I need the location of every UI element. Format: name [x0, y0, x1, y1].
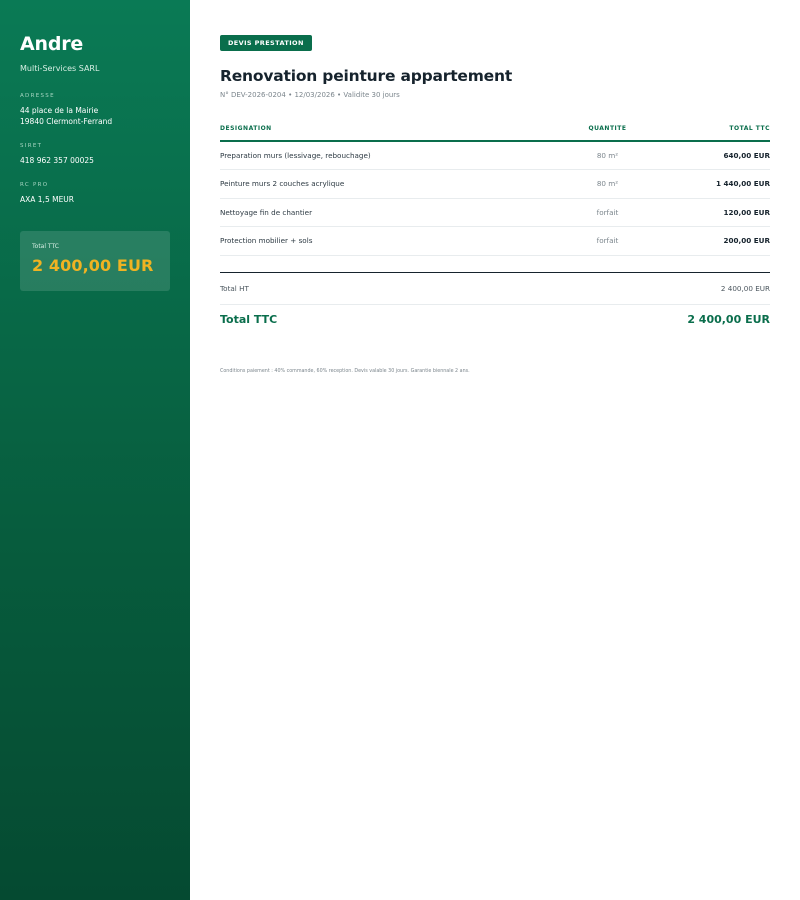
total-ht-label: Total HT: [220, 283, 249, 293]
siret-value: 418 962 357 00025: [20, 156, 94, 165]
totals-section: [220, 272, 770, 335]
siret-block: [20, 143, 170, 166]
row-quantite: forfait: [550, 198, 665, 227]
total-ht-row: [220, 273, 770, 305]
document-validity: Validite 30 jours: [343, 91, 400, 99]
rc-label: RC PRO: [20, 182, 49, 188]
total-summary-card: [20, 231, 170, 291]
row-quantite: 80 m²: [550, 141, 665, 170]
company-name: Andre: [20, 33, 84, 55]
document-number: N° DEV-2026-0204: [220, 91, 286, 99]
row-designation: Protection mobilier + sols: [220, 227, 550, 256]
row-designation: Peinture murs 2 couches acrylique: [220, 170, 550, 199]
document-type-badge: DEVIS PRESTATION: [220, 35, 312, 51]
company-subtitle: Multi-Services SARL: [20, 64, 100, 73]
document-date: 12/03/2026: [294, 91, 335, 99]
row-total: 1 440,00 EUR: [665, 170, 770, 199]
total-ht-value: 2 400,00 EUR: [720, 283, 770, 293]
payment-conditions: Conditions paiement : 40% commande, 60% reception. Devis valable 30 jours. Garantie biennale 2 ans.: [220, 368, 470, 374]
siret-label: SIRET: [20, 143, 43, 149]
row-quantite: 80 m²: [550, 170, 665, 199]
address-line2: 19840 Clermont-Ferrand: [20, 117, 113, 126]
header-designation: DESIGNATION: [220, 125, 550, 141]
row-designation: Preparation murs (lessivage, rebouchage): [220, 141, 550, 170]
row-total: 120,00 EUR: [665, 198, 770, 227]
address-line1: 44 place de la Mairie: [20, 106, 99, 115]
document-title: Renovation peinture appartement: [220, 67, 513, 85]
rc-block: [20, 182, 170, 205]
table-row: [220, 198, 770, 227]
header-quantite: QUANTITE: [550, 125, 665, 141]
total-ttc-label: Total TTC: [220, 313, 278, 326]
row-designation: Nettoyage fin de chantier: [220, 198, 550, 227]
total-card-value: 2 400,00 EUR: [32, 256, 154, 275]
row-quantite: forfait: [550, 227, 665, 256]
row-total: 200,00 EUR: [665, 227, 770, 256]
table-row: [220, 170, 770, 199]
company-sidebar: [0, 0, 190, 900]
header-total-ttc: TOTAL TTC: [665, 125, 770, 141]
meta-separator: •: [288, 91, 293, 99]
total-ttc-row: [220, 305, 770, 335]
items-table: [220, 125, 770, 256]
table-row: [220, 227, 770, 256]
address-block: [20, 93, 170, 127]
total-ttc-value: 2 400,00 EUR: [687, 313, 770, 326]
rc-value: AXA 1,5 MEUR: [20, 195, 75, 204]
total-card-label: Total TTC: [32, 243, 59, 250]
table-row: [220, 141, 770, 170]
row-total: 640,00 EUR: [665, 141, 770, 170]
address-label: ADRESSE: [20, 93, 55, 99]
meta-separator: •: [337, 91, 342, 99]
table-header-row: [220, 125, 770, 141]
quote-main: [190, 0, 800, 900]
document-meta: [220, 91, 770, 99]
